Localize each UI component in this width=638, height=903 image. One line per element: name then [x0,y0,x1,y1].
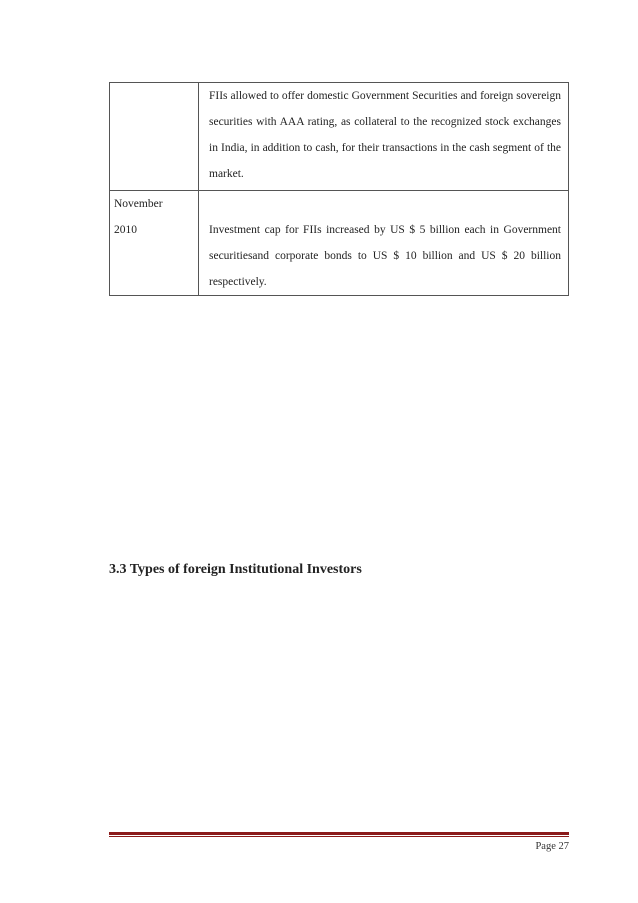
policy-timeline-table [109,82,569,296]
date-year: 2010 [114,224,137,236]
footer-rule [109,832,569,835]
date-cell [110,83,199,191]
description-cell [199,191,569,296]
page-number: Page 27 [535,841,569,852]
description-text: Investment cap for FIIs increased by US $ 5 billion each in Government securitiesand corporate bonds to US $ 10 billion and US $ 20 billion respectively. [209,224,561,288]
date-month: November [114,198,163,210]
section-heading: 3.3 Types of foreign Institutional Investors [109,562,362,577]
table-row [110,191,569,296]
description-cell [199,83,569,191]
description-text: FIIs allowed to offer domestic Government Securities and foreign sovereign securities with AAA rating, as collateral to the recognized stock exchanges in India, in addition to cash, for their transactions in the cash segment of the market. [209,90,561,180]
table-row [110,83,569,191]
date-cell [110,191,199,296]
footer-rule-thin [109,836,569,837]
